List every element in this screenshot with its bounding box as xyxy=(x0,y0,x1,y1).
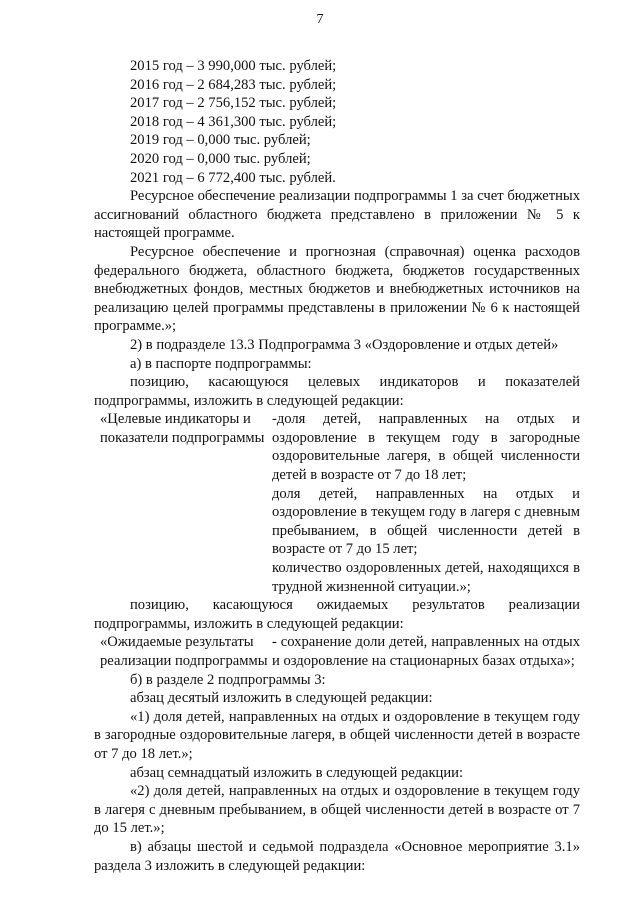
paragraph: позицию, касающуюся ожидаемых результатов реализации подпрограммы, изложить в следующей редакции: xyxy=(94,597,580,632)
indicator-item: -доля детей, направленных на отдых и оздоровление в текущем году в загородные оздоровительные лагеря, в общей численности детей в возрасте от 7 до 18 лет; xyxy=(272,411,580,484)
year-line: 2017 год – 2 756,152 тыс. рублей; xyxy=(130,95,337,112)
paragraph: Ресурсное обеспечение и прогнозная (справочная) оценка расходов федерального бюджета, областного бюджета, бюджетов государственных внебюджетных фондов, местных бюджетов и внебюджетных источников на реализацию целей программы представлены в приложении № 6 к настоящей программе.»; xyxy=(94,243,580,335)
paragraph: в) абзацы шестой и седьмой подраздела «Основное мероприятие 3.1» раздела 3 изложить в следующей редакции: xyxy=(94,838,580,874)
indicators-values xyxy=(272,410,580,596)
year-line: 2021 год – 6 772,400 тыс. рублей. xyxy=(130,169,336,186)
paragraph: «2) доля детей, направленных на отдых и оздоровление в текущем году в лагеря с дневным пребыванием, в общей численности детей в возрасте от 7 до 15 лет.»; xyxy=(94,783,580,837)
document-body xyxy=(94,57,580,875)
paragraph: а) в паспорте подпрограммы: xyxy=(130,355,312,372)
indicator-item: количество оздоровленных детей, находящихся в трудной жизненной ситуации.»; xyxy=(272,560,580,595)
year-line: 2018 год – 4 361,300 тыс. рублей; xyxy=(130,113,337,130)
page-number: 7 xyxy=(316,12,324,27)
paragraph: «1) доля детей, направленных на отдых и оздоровление в текущем году в загородные оздоровительные лагеря, в общей численности детей в возрасте от 7 до 18 лет.»; xyxy=(94,708,580,762)
paragraph: Ресурсное обеспечение реализации подпрограммы 1 за счет бюджетных ассигнований областного бюджета представлено в приложении № 5 к настоящей программе. xyxy=(94,188,580,242)
results-table xyxy=(94,633,580,670)
paragraph: абзац семнадцатый изложить в следующей редакции: xyxy=(130,764,464,781)
results-value: - сохранение доли детей, направленных на отдых и оздоровление на стационарных базах отдыха»; xyxy=(272,634,580,669)
indicators-table xyxy=(94,410,580,596)
year-line: 2020 год – 0,000 тыс. рублей; xyxy=(130,150,311,167)
indicator-item: доля детей, направленных на отдых и оздоровление в текущем году в лагеря с дневным пребыванием, в общей численности детей в возрасте от 7 до 15 лет; xyxy=(272,485,580,558)
indicators-label: «Целевые индикаторы и показатели подпрограммы xyxy=(100,411,265,446)
year-line: 2016 год – 2 684,283 тыс. рублей; xyxy=(130,76,337,93)
year-line: 2019 год – 0,000 тыс. рублей; xyxy=(130,132,311,149)
paragraph: 2) в подразделе 13.3 Подпрограмма 3 «Оздоровление и отдых детей» xyxy=(130,336,559,353)
year-line: 2015 год – 3 990,000 тыс. рублей; xyxy=(130,58,337,74)
paragraph: б) в разделе 2 подпрограммы 3: xyxy=(130,671,326,688)
paragraph: абзац десятый изложить в следующей редакции: xyxy=(130,690,433,707)
results-label: «Ожидаемые результаты реализации подпрограммы xyxy=(100,634,268,669)
paragraph: позицию, касающуюся целевых индикаторов и показателей подпрограммы, изложить в следующей редакции: xyxy=(94,374,580,409)
